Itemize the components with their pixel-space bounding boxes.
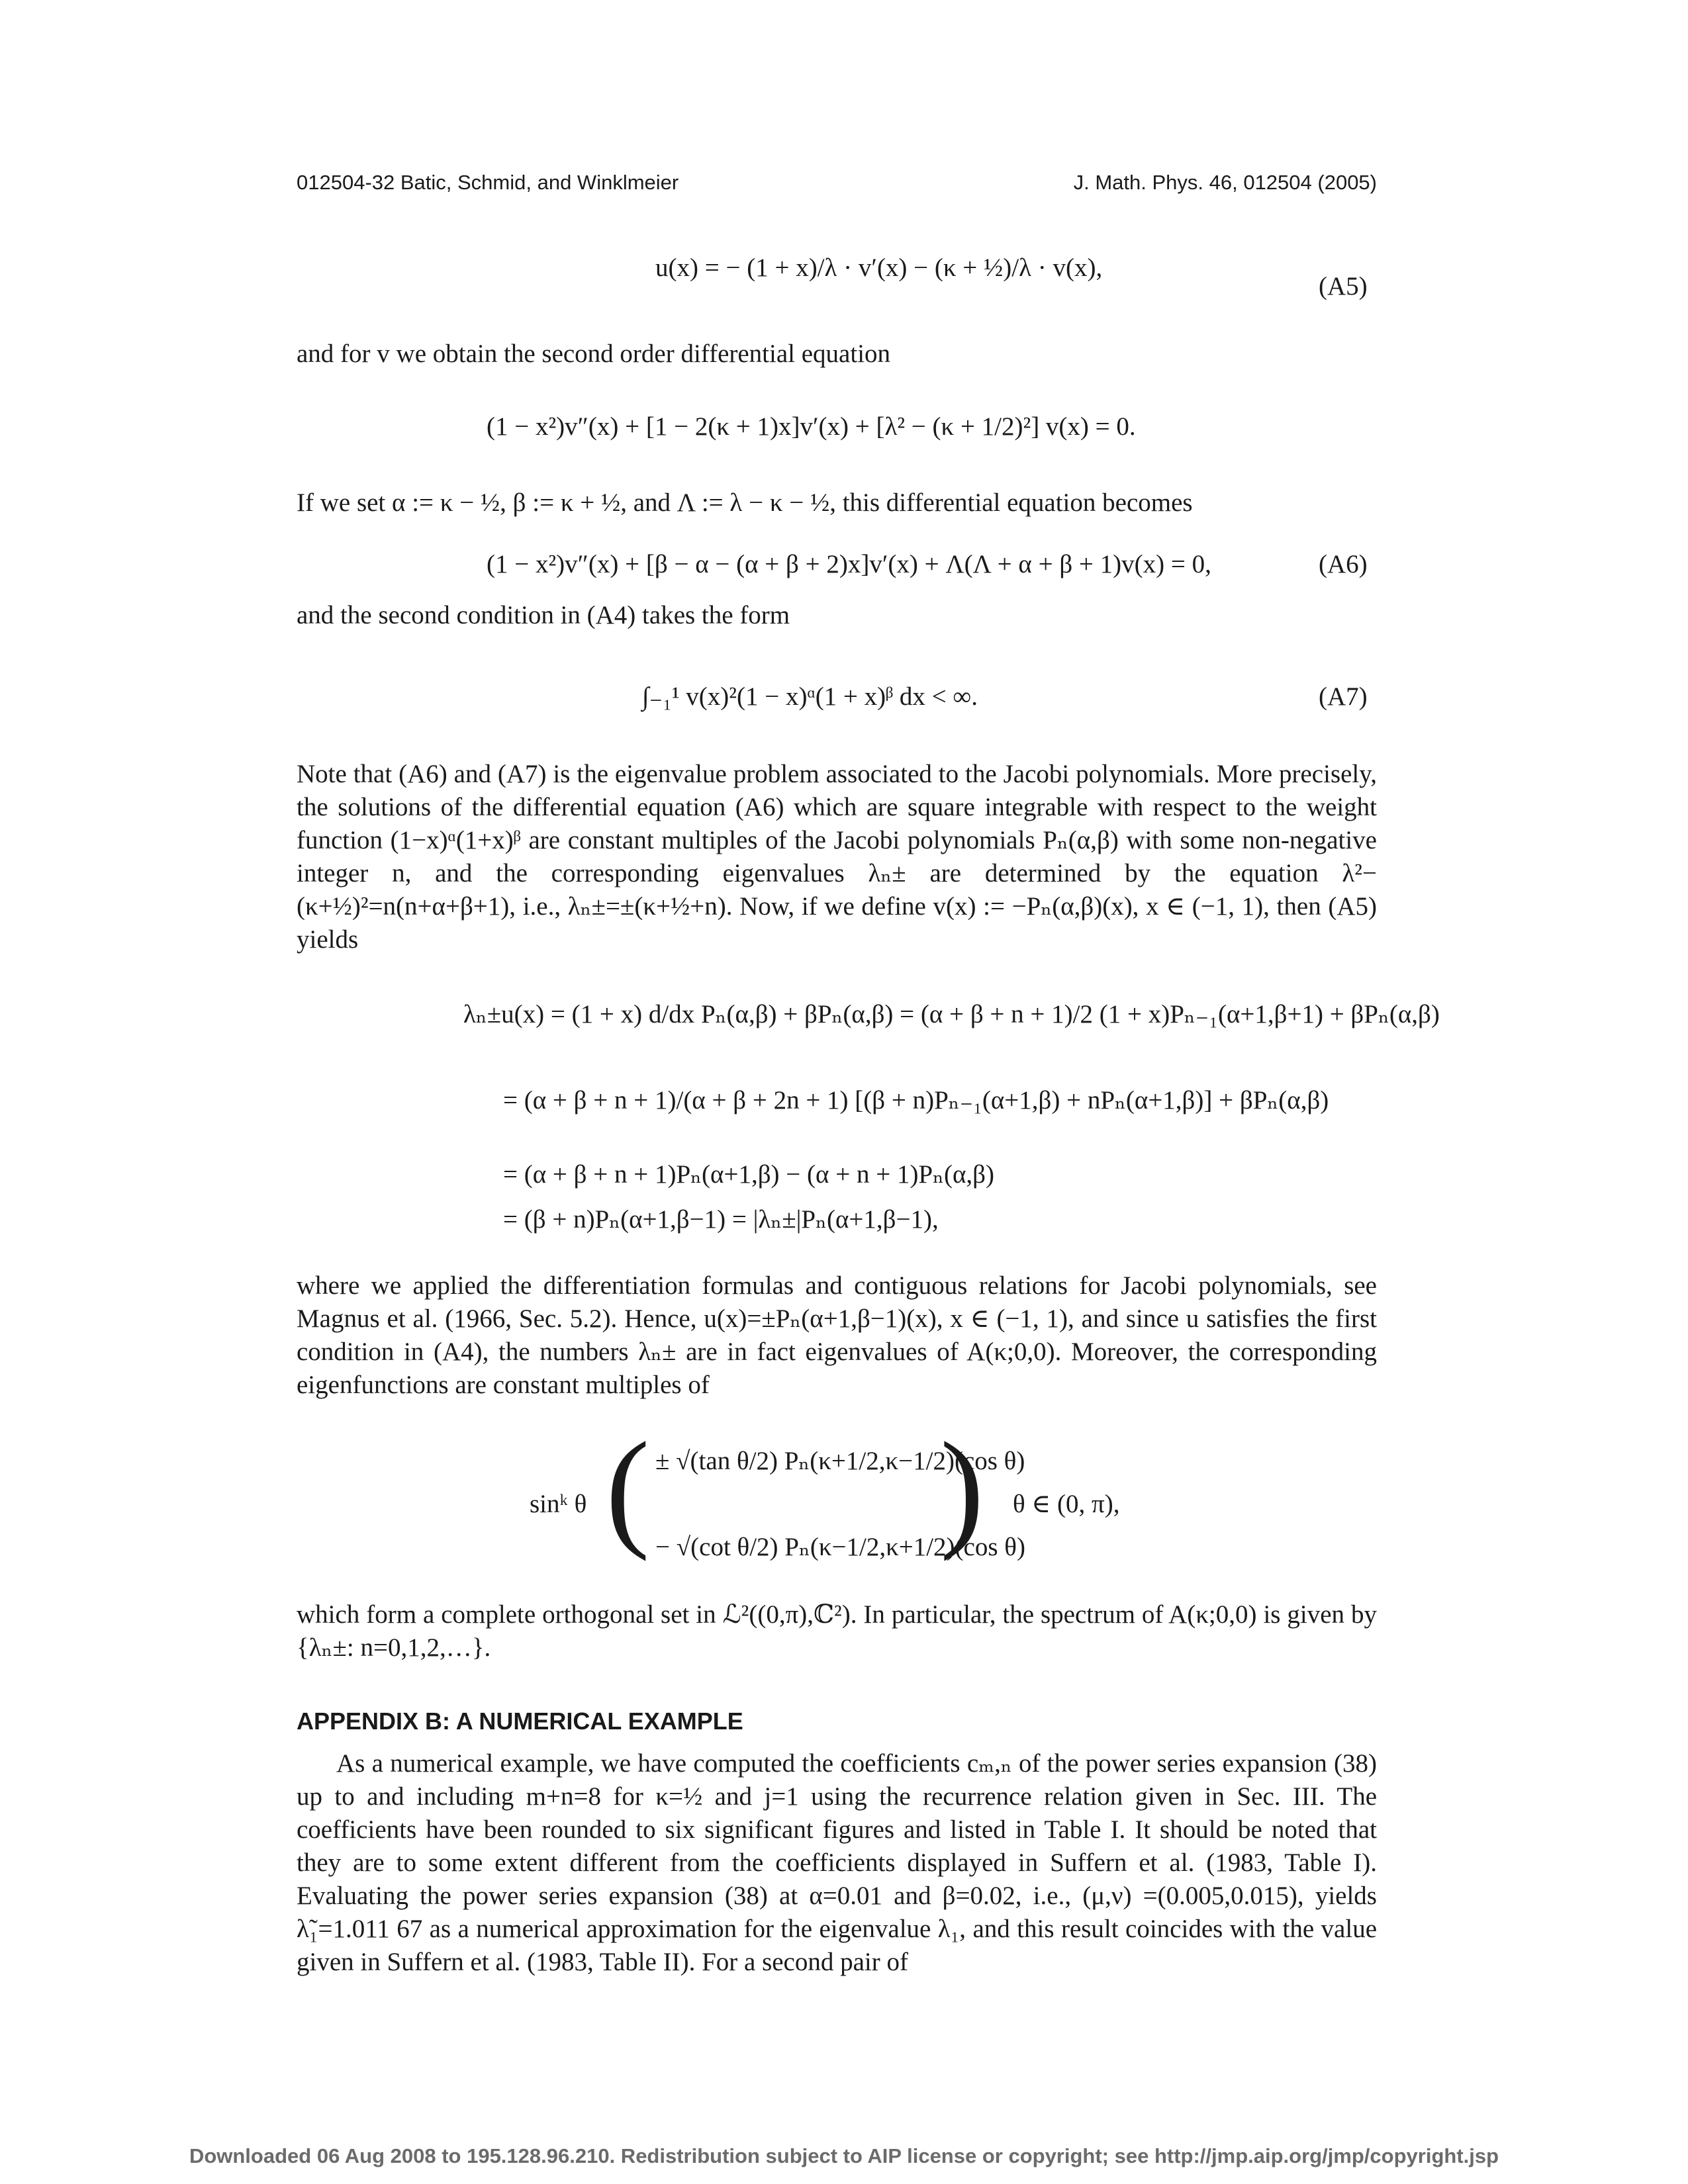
paragraph-1: and for v we obtain the second order differential equation [297, 340, 891, 368]
eigenfunction-row-1: ± √(tan θ/2) Pₙ(κ+1/2,κ−1/2)(cos θ) [655, 1447, 1025, 1475]
running-header-right: J. Math. Phys. 46, 012504 (2005) [1073, 171, 1377, 194]
equation-number-a6: (A6) [1319, 550, 1368, 578]
equation-number-a7: (A7) [1319, 682, 1368, 711]
eigenfunction-row-2: − √(cot θ/2) Pₙ(κ−1/2,κ+1/2)(cos θ) [655, 1533, 1025, 1561]
equation-chain-3: = (α + β + n + 1)Pₙ(α+1,β) − (α + n + 1)Pₙ(α,β) [503, 1160, 994, 1189]
section-heading: APPENDIX B: A NUMERICAL EXAMPLE [297, 1707, 743, 1735]
equation-second-order: (1 − x²)v″(x) + [1 − 2(κ + 1)x]v′(x) + [λ² − (κ + 1/2)²] v(x) = 0. [487, 412, 1136, 441]
equation-a6: (1 − x²)v″(x) + [β − α − (α + β + 2)x]v′(x) + Λ(Λ + α + β + 1)v(x) = 0, [487, 550, 1211, 578]
paragraph-6: which form a complete orthogonal set in ℒ²((0,π),ℂ²). In particular, the spectrum of A(κ;0,0) is given by {λₙ±: n=0,1,2,…}. [297, 1600, 1377, 1662]
eigenfunction-prefix: sinᵏ θ [530, 1490, 587, 1518]
equation-a7: ∫₋₁¹ v(x)²(1 − x)ᵅ(1 + x)ᵝ dx < ∞. [642, 682, 978, 711]
right-paren-icon: ) [940, 1416, 984, 1562]
paragraph-7: As a numerical example, we have computed the coefficients cₘ,ₙ of the power series expansion (38) up to and including m+n=8 for κ=½ and j=1 using the recurrence relation given in Sec. III. The coefficients have been rounded to six significant figures and listed in Table I. It should be noted that they are to some extent different from the coefficients displayed in Suffern et al. (1983, Table I). Evaluating the power series expansion (38) at α=0.01 and β=0.02, i.e., (μ,ν) =(0.005,0.015), yields λ̃₁=1.011 67 as a numerical approximation for the eigenvalue λ₁, and this result coincides with the value given in Suffern et al. (1983, Table II). For a second pair of [297, 1749, 1377, 1976]
equation-number-a5: (A5) [1319, 272, 1368, 300]
equation-chain-2: = (α + β + n + 1)/(α + β + 2n + 1) [(β + n)Pₙ₋₁(α+1,β) + nPₙ(α+1,β)] + βPₙ(α,β) [503, 1086, 1329, 1115]
download-footer: Downloaded 06 Aug 2008 to 195.128.96.210. Redistribution subject to AIP license or copyright; see http://jmp.aip.org/jmp/copyright.jsp [189, 2144, 1499, 2167]
paragraph-3: and the second condition in (A4) takes the form [297, 601, 790, 629]
left-paren-icon: ( [606, 1416, 650, 1562]
paragraph-5: where we applied the differentiation formulas and contiguous relations for Jacobi polynomials, see Magnus et al. (1966, Sec. 5.2). Hence, u(x)=±Pₙ(α+1,β−1)(x), x ∈ (−1, 1), and since u satisfies the first condition in (A4), the numbers λₙ± are in fact eigenvalues of A(κ;0,0). Moreover, the corresponding eigenfunctions are constant multiples of [297, 1271, 1377, 1399]
eigenfunction-domain: θ ∈ (0, π), [1013, 1490, 1120, 1518]
running-header-left: 012504-32 Batic, Schmid, and Winklmeier [297, 171, 679, 194]
equation-chain-1: λₙ±u(x) = (1 + x) d/dx Pₙ(α,β) + βPₙ(α,β) = (α + β + n + 1)/2 (1 + x)Pₙ₋₁(α+1,β+1) + βPₙ(α,β) [463, 1000, 1440, 1028]
paragraph-2: If we set α := κ − ½, β := κ + ½, and Λ := λ − κ − ½, this differential equation becomes [297, 488, 1193, 517]
equation-chain-4: = (β + n)Pₙ(α+1,β−1) = |λₙ±|Pₙ(α+1,β−1), [503, 1205, 939, 1234]
equation-a5: u(x) = − (1 + x)/λ · v′(x) − (κ + ½)/λ · v(x), [655, 253, 1103, 282]
paragraph-4: Note that (A6) and (A7) is the eigenvalue problem associated to the Jacobi polynomials. More precisely, the solutions of the differential equation (A6) which are square integrable with respect to the weight function (1−x)ᵅ(1+x)ᵝ are constant multiples of the Jacobi polynomials Pₙ(α,β) with some non-negative integer n, and the corresponding eigenvalues λₙ± are determined by the equation λ²−(κ+½)²=n(n+α+β+1), i.e., λₙ±=±(κ+½+n). Now, if we define v(x) := −Pₙ(α,β)(x), x ∈ (−1, 1), then (A5) yields [297, 760, 1377, 954]
